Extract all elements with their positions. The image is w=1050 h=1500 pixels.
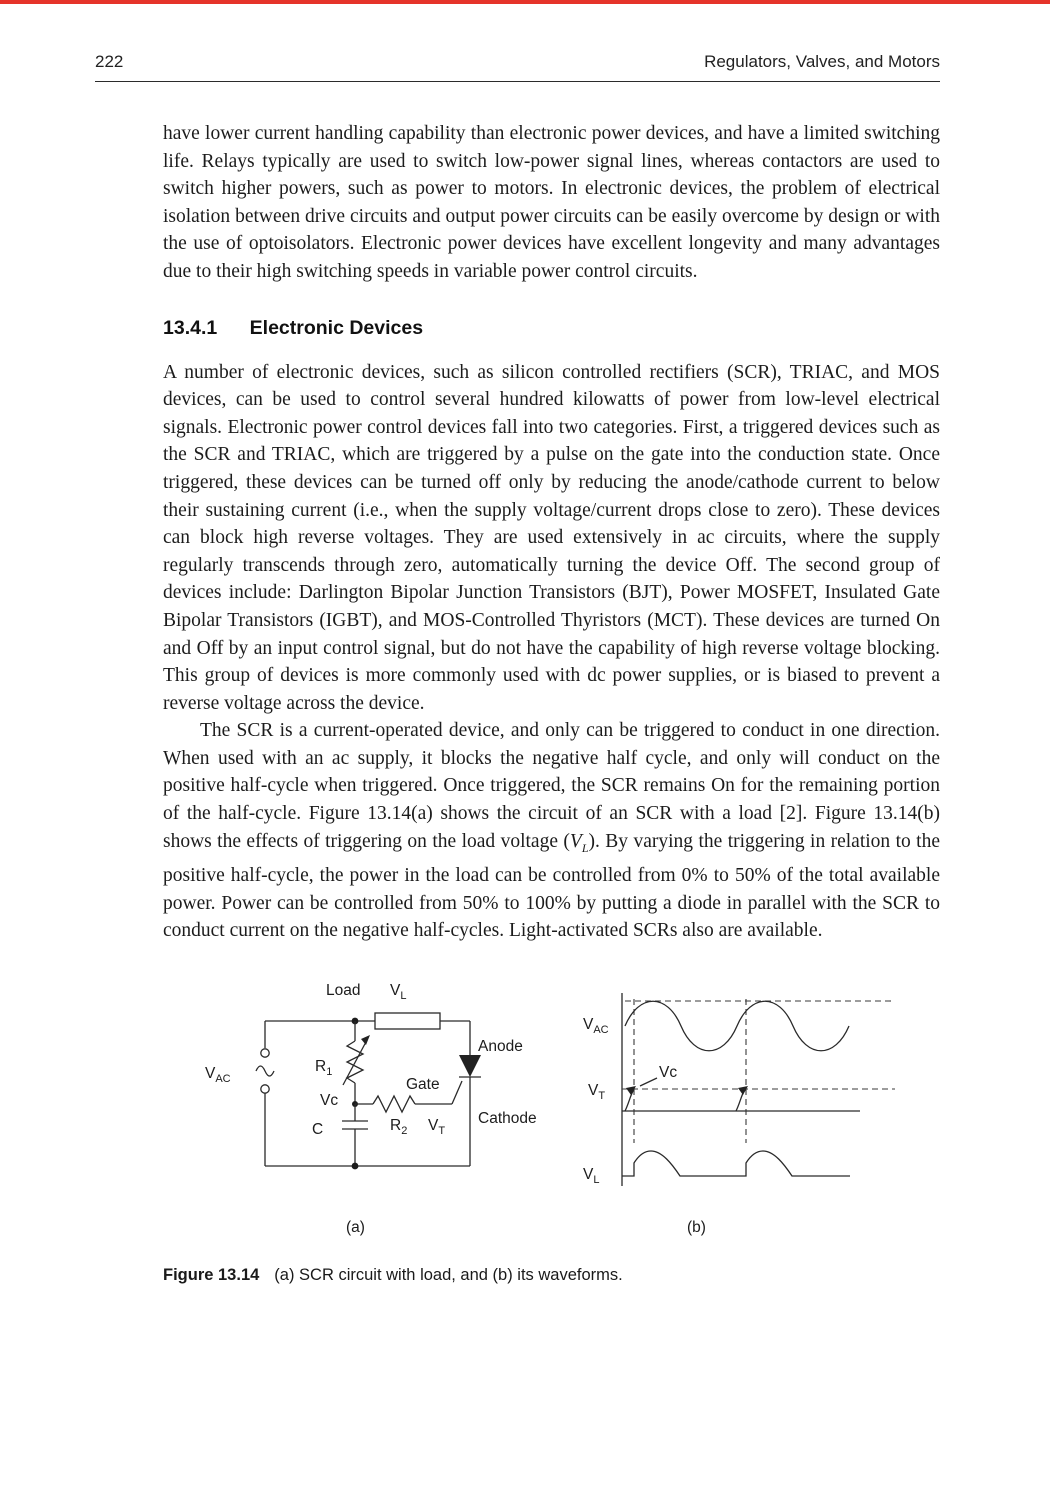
vl-inline-symbol: $V_L$ [569,830,589,855]
section-number: 13.4.1 [163,316,218,339]
r1-arrowhead [361,1035,370,1045]
vl-waveform [622,1151,850,1176]
figure-13-14 [160,971,940,1256]
paragraph-3-text-b: ). By varying the triggering in relation to the positive half-cycle, the power in the load can be controlled from 0% to 50% of the total available power. Power can be controlled from 50% to 100% by putting a diode in parallel with the SCR to conduct current on the negative half-cycles. Light-activated SCRs also are available. [163,830,941,942]
vt-label: $V_T$ [428,1116,446,1137]
vl-waveform-label: $V_L$ [583,1165,600,1186]
page-header [0,0,1050,81]
load-resistor [375,1013,440,1029]
source-terminal-bottom [261,1085,269,1093]
vc-waveform-label: Vc [659,1063,678,1081]
ac-source-sine-icon [256,1066,274,1076]
vt-waveform-label: $V_T$ [588,1081,606,1102]
page-number: 222 [95,52,124,71]
figure-caption-text: (a) SCR circuit with load, and (b) its waveforms. [274,1265,623,1284]
r2-zigzag [373,1096,415,1112]
scr-waveforms-diagram [583,993,895,1236]
vac-label: $V_{AC}$ [205,1064,231,1085]
anode-label: Anode [478,1037,523,1055]
vc-leader-line [640,1078,657,1086]
subfigure-b-label: (b) [687,1218,706,1236]
page-content [0,82,1050,1285]
section-title: Electronic Devices [249,316,424,339]
vac-waveform [625,1001,849,1051]
source-terminal-top [261,1049,269,1057]
r1-label: $R_1$ [315,1057,333,1078]
section-heading [163,317,940,340]
cathode-label: Cathode [478,1109,537,1127]
paragraph-1: have lower current handling capability than electronic power devices, and have a limited switching life. Relays typically are used to switch low-power signal lines, whereas contactors are used to switch higher powers, such as power to motors. In electronic devices, the problem of electrical isolation between drive circuits and output power circuits can be easily overcome by design or with the use of optoisolators. Electronic power devices have excellent longevity and many advantages due to their high switching speeds in variable power control circuits. [163,123,940,282]
running-title: Regulators, Valves, and Motors [704,52,940,71]
page-top-edge [0,0,1050,4]
capacitor-label: C [312,1120,324,1138]
gate-label: Gate [406,1075,440,1093]
figure-caption-label: Figure 13.14 [163,1265,260,1284]
gate-lead [452,1081,462,1104]
vl-label: $V_L$ [390,981,407,1002]
r2-label: $R_2$ [390,1116,408,1137]
scr-triangle [459,1055,481,1077]
vac-waveform-label: $V_{AC}$ [583,1015,609,1036]
figure-13-14-drawing [160,971,940,1251]
paragraph-3-text-a: The SCR is a current-operated device, and only can be triggered to conduct in one direction. When used with an ac supply, it blocks the negative half cycle, and only will conduct on the positive half-cycle when triggered. Once triggered, the SCR remains On for the remaining portion of the half-cycle. Figure 13.14(a) shows the circuit of an SCR with a load [2]. Figure 13.14(b) shows the effects of triggering on the load voltage ( [163,720,940,852]
subfigure-a-label: (a) [346,1218,365,1236]
paragraph-3 [163,717,940,945]
load-label: Load [326,981,361,999]
scr-circuit-diagram [205,982,537,1236]
paragraph-2: A number of electronic devices, such as silicon controlled rectifiers (SCR), TRIAC, and MOS devices, can be used to control several hundred kilowatts of power from low-level electrical signals. Electronic power control devices fall into two categories. First, a triggered devices such as the SCR and TRIAC, which are triggered by a pulse on the gate into the conduction state. Once triggered, these devices can be turned off only by reducing the anode/cathode current to below their sustaining current (i.e., when the supply voltage/current drops close to zero). These devices can block high reverse voltages. They are used extensively in ac circuits, where the supply regularly transcends through zero, automatically turning the device Off. The second group of devices include: Darlington Bipolar Junction Transistors (BJT), Power MOSFET, Insulated Gate Bipolar Transistors (IGBT), and MOS-Controlled Thyristors (MCT). These devices are turned On and Off by an input control signal, but do not have the capability of high reverse voltage blocking. This group of devices is more commonly used with dc power supplies, or is biased to prevent a reverse voltage across the device. [163,361,940,714]
figure-caption [163,1266,940,1285]
vc-label: Vc [320,1091,339,1109]
bottom-junction-dot [352,1163,359,1170]
